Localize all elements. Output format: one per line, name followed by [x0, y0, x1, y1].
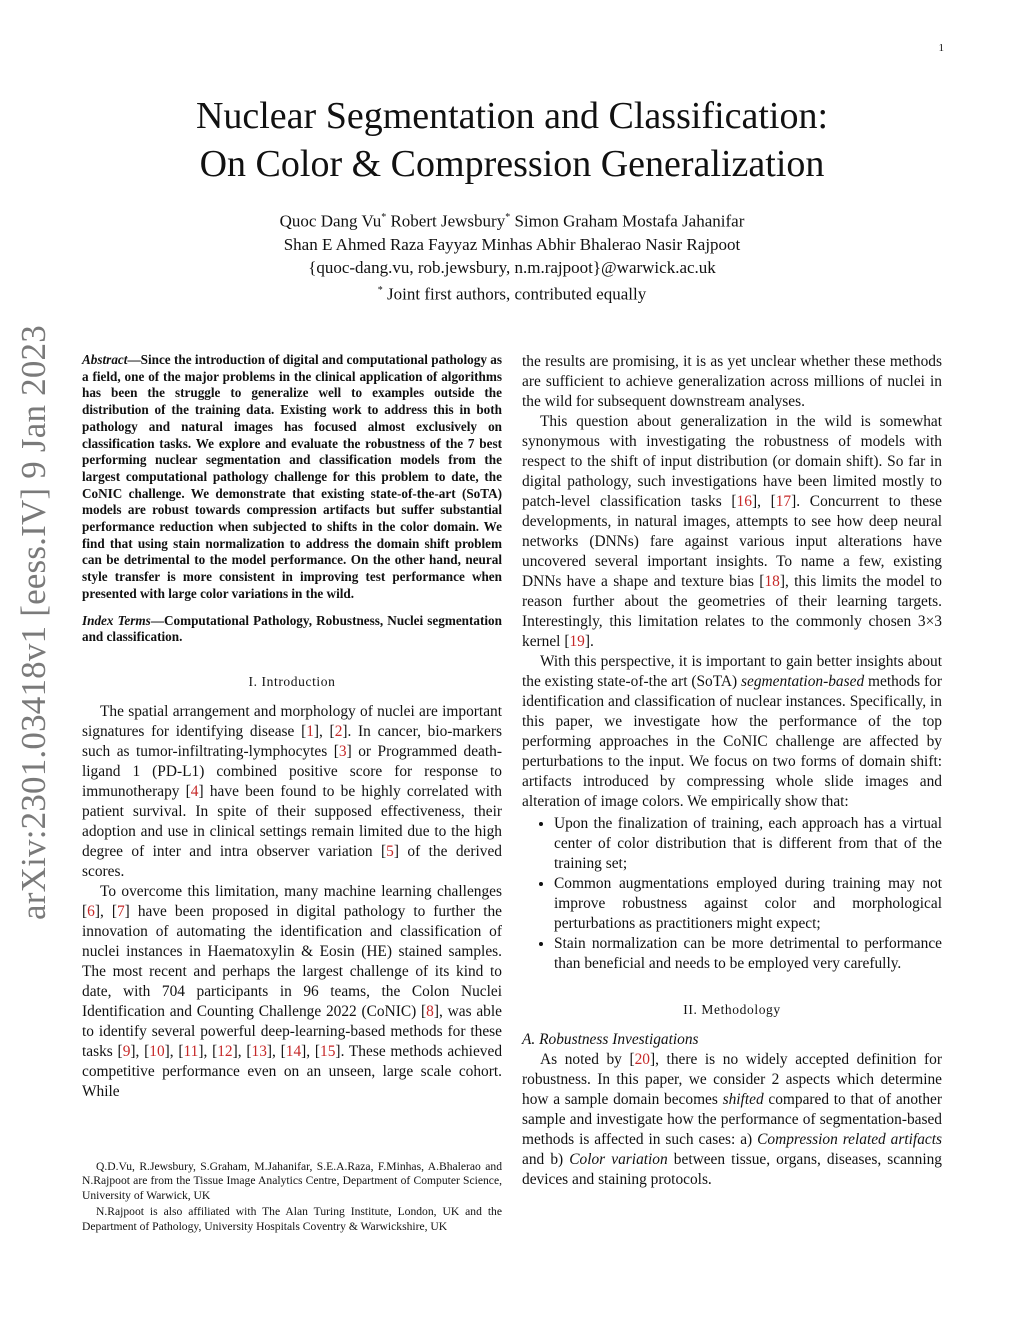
footnote-affiliation: Q.D.Vu, R.Jewsbury, S.Graham, M.Jahanifar, S.E.A.Raza, F.Minhas, A.Bhalerao and N.Rajpoot are from the Tissue Image Analytics Centre, Department of Computer Science, University of Warwick, UK: [82, 1160, 502, 1202]
citation-link[interactable]: 19: [569, 633, 585, 650]
citation-link[interactable]: 14: [285, 1042, 302, 1060]
abstract-label: Abstract: [82, 352, 128, 367]
citation-link[interactable]: 10: [149, 1042, 165, 1060]
author-jewsbury: Robert Jewsbury: [390, 211, 506, 231]
list-item: • Upon the finalization of training, each approach has a virtual center of color distribution that is different from that of the training set;: [554, 814, 942, 874]
author-emails: {quoc-dang.vu, rob.jewsbury, n.m.rajpoot}@warwick.ac.uk: [308, 257, 716, 277]
index-terms-label: Index Terms: [82, 612, 151, 628]
citation-link[interactable]: 7: [116, 902, 125, 920]
equal-contrib-mark: *: [377, 284, 383, 296]
list-item: • Stain normalization can be more detrimental to performance than beneficial and needs to be employed very carefully.: [554, 934, 942, 974]
subsection-heading-robustness: A. Robustness Investigations: [522, 1031, 699, 1048]
intro-paragraph-2: To overcome this limitation, many machine learning challenges [6], [7] have been proposed in digital pathology to further the innovation of automating the identification and classification of nuclei instances in Haematoxylin & Eosin (HE) stained samples. The most recent and perhaps the largest challenge of its kind to date, with 704 participants in 96 teams, the Colon Nuclei Identification and Counting Challenge 2022 (CoNIC) [8], was able to identify several powerful deep-learning-based methods for these tasks [9], [10], [11], [12], [13], [14], [15]. These methods achieved competitive performance even on an unseen, large scale cohort. While: [82, 882, 503, 1100]
citation-link[interactable]: 13: [251, 1042, 267, 1060]
arxiv-identifier: arXiv:2301.03418v1 [eess.IV] 9 Jan 2023: [14, 325, 53, 920]
citation-link[interactable]: 4: [190, 782, 199, 800]
page-number: 1: [938, 42, 944, 54]
author-vu: Quoc Dang Vu: [279, 211, 382, 231]
citation-link[interactable]: 6: [87, 902, 95, 920]
author-block: [0, 206, 1024, 305]
citation-link[interactable]: 16: [736, 493, 752, 510]
paper-title: [0, 92, 1024, 188]
footnotes: [82, 1160, 502, 1236]
intro-paragraph-1: The spatial arrangement and morphology of nuclei are important signatures for identifying disease [1], [2]. In cancer, bio-markers such as tumor-infiltrating-lymphocytes [3] or Programmed death-ligand 1 (PD-L1) combined positive score for response to immunotherapy [4] have been found to be highly correlated with patient survival. In spite of their supposed effectiveness, their adoption and use in clinical settings remain limited due to the high degree of inter and intra observer variation [5] of the derived scores.: [82, 702, 502, 880]
method-paragraph-1: As noted by [20], there is no widely accepted definition for robustness. In this paper, we consider 2 aspects which determine how a sample domain becomes shifted compared to that of another sample and investigate how the performance of segmentation-based methods is affected in such cases: a) Compression related artifacts and b) Color variation between tissue, organs, diseases, scanning devices and staining protocols.: [522, 1051, 942, 1188]
intro-paragraph-2-continued: the results are promising, it is as yet unclear whether these methods are sufficient to achieve generalization across millions of nuclei in the wild for subsequent downstream analyses.: [522, 353, 942, 410]
right-column: [522, 352, 942, 1190]
citation-link[interactable]: 3: [338, 742, 347, 760]
abstract-text: —Since the introduction of digital and computational pathology as a field, one of the major problems in the clinical application of algorithms has been the struggle to generalize well to examples outside the distribution of the training data. Existing work to address this in both pathology and natural images has focused almost exclusively on classification tasks. We explore and evaluate the robustness of the 7 best performing nuclear segmentation and classification models from the largest computational pathology challenge for this problem to date, the CoNIC challenge. We demonstrate that existing state-of-the-art (SoTA) models are robust towards compression artifacts but suffer substantial performance reduction when subjected to shifts in the color domain. We find that using stain normalization to address the domain shift problem can be detrimental to the model performance. On the other hand, neural style transfer is more consistent in improving test performance when presented with large color variations in the wild.: [82, 352, 502, 601]
title-line-2: On Color & Compression Generalization: [199, 143, 825, 185]
citation-link[interactable]: 18: [764, 573, 780, 590]
section-heading-methodology: II. Methodology: [683, 1002, 781, 1017]
citation-link[interactable]: 5: [386, 842, 394, 860]
section-heading-introduction: I. Introduction: [248, 673, 336, 689]
citation-link[interactable]: 11: [183, 1042, 199, 1060]
citation-link[interactable]: 1: [306, 722, 314, 740]
title-line-1: Nuclear Segmentation and Classification:: [195, 95, 829, 137]
authors-line-2: Shan E Ahmed Raza Fayyaz Minhas Abhir Bhalerao Nasir Rajpoot: [283, 234, 741, 254]
authors-graham-jahanifar: Simon Graham Mostafa Jahanifar: [514, 211, 745, 231]
authors-line-1: [0, 206, 1024, 233]
citation-link[interactable]: 20: [634, 1051, 650, 1068]
left-column: [82, 352, 502, 1102]
footnote-turing: N.Rajpoot is also affiliated with The Alan Turing Institute, London, UK and the Department of Pathology, University Hospitals Coventry & Warwickshire, UK: [82, 1205, 502, 1233]
equal-contrib-note: * Joint first authors, contributed equally: [377, 284, 647, 304]
citation-link[interactable]: 8: [426, 1002, 434, 1020]
intro-paragraph-3: This question about generalization in the wild is somewhat synonymous with investigating the robustness of models with respect to the shift of input distribution (or domain shift). So far in digital pathology, such investigations have been limited mostly to patch-level classification tasks [16], [17]. Concurrent to these developments, in natural images, attempts to see how deep neural networks (DNNs) fare against various input alterations have uncovered several important insights. To name a few, existing DNNs have a shape and texture bias [18], this limits the model to reason further about the geometries of their learning targets. Interestingly, this limitation relates to the commonly chosen 3×3 kernel [19].: [522, 413, 942, 650]
citation-link[interactable]: 9: [122, 1042, 131, 1060]
index-terms: [82, 613, 502, 646]
citation-link[interactable]: 15: [320, 1042, 336, 1060]
abstract: [82, 352, 502, 603]
index-terms-text: —Computational Pathology, Robustness, Nuclei segmentation and classification.: [82, 612, 502, 645]
equal-contrib-mark: *: [505, 212, 511, 223]
findings-list: [522, 814, 942, 974]
citation-link[interactable]: 12: [217, 1042, 233, 1060]
citation-link[interactable]: 17: [775, 493, 792, 510]
citation-link[interactable]: 2: [334, 722, 343, 740]
intro-paragraph-4: With this perspective, it is important to gain better insights about the existing state-of-the art (SoTA) segmentation-based methods for identification and classification of nuclear instances. Specifically, in this paper, we investigate how the performance of the top performing approaches in the CoNIC challenge are affected by perturbations to the input. We focus on two forms of domain shift: artifacts introduced by compressing whole slide images and alteration of image colors. We empirically show that:: [522, 653, 942, 810]
list-item: • Common augmentations employed during training may not improve robustness against color and morphological perturbations as practitioners might expect;: [554, 874, 942, 934]
equal-contrib-mark: *: [381, 212, 387, 223]
